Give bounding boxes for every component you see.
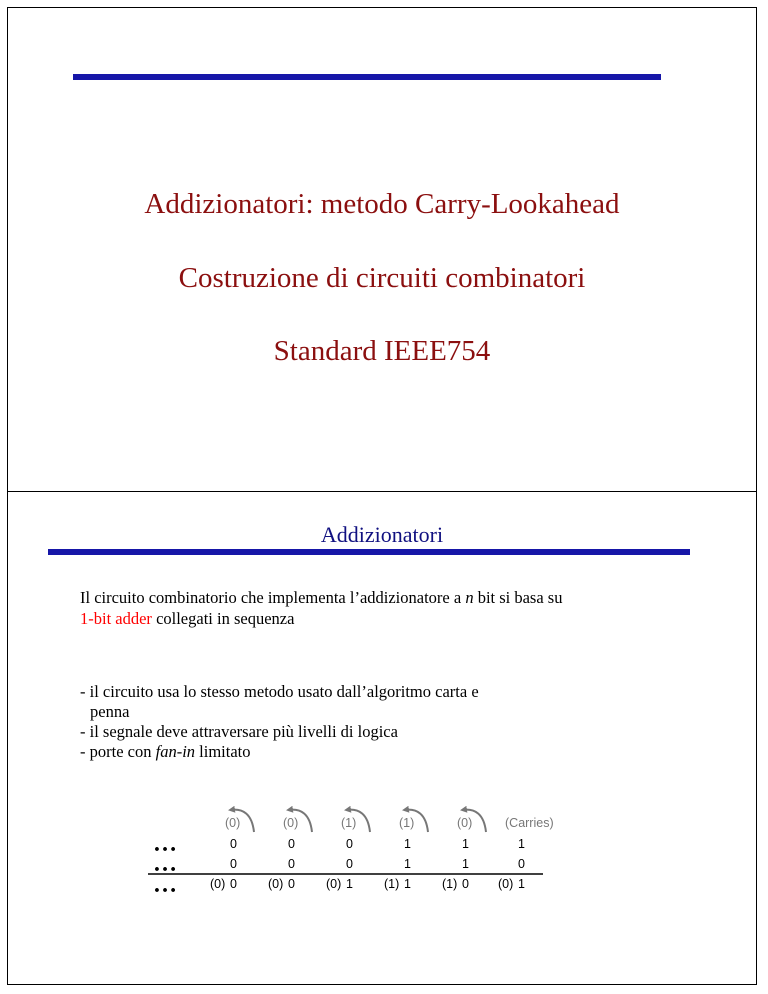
ellipsis-row-b: … xyxy=(153,851,177,877)
row-b-bit-6: 0 xyxy=(518,857,525,871)
row-b-bit-2: 0 xyxy=(288,857,295,871)
sum-carry-1: (0) xyxy=(210,877,226,891)
one-bit-adder-highlight: 1-bit adder xyxy=(80,609,152,628)
slide-1 xyxy=(7,7,757,492)
bullet-3-pre: - porte con xyxy=(80,742,156,761)
row-a-bit-6: 1 xyxy=(518,837,525,851)
sum-carry-3: (0) xyxy=(326,877,342,891)
slide-title-2: Costruzione di circuiti combinatori xyxy=(178,262,586,294)
bullet-item-3 xyxy=(80,742,720,762)
bullet-list xyxy=(80,682,720,762)
slide-title-1: Addizionatori: metodo Carry-Lookahead xyxy=(144,188,620,220)
sum-bit-2: 0 xyxy=(288,877,295,891)
row-a-bit-4: 1 xyxy=(404,837,411,851)
intro-text-1: Il circuito combinatorio che implementa l’addizionatore a xyxy=(80,588,466,607)
carry-label-5: (0) xyxy=(457,816,473,830)
intro-n: n xyxy=(465,588,474,607)
sum-carry-4: (1) xyxy=(384,877,400,891)
carry-label-2: (0) xyxy=(283,816,299,830)
intro-paragraph xyxy=(80,587,720,629)
carries-label: (Carries) xyxy=(505,816,554,830)
bullet-item-1 xyxy=(80,682,720,722)
row-b-bit-4: 1 xyxy=(404,857,411,871)
carry-label-1: (0) xyxy=(225,816,241,830)
slide-2 xyxy=(7,491,757,985)
heading-rule xyxy=(48,549,690,555)
sum-bit-1: 0 xyxy=(230,877,237,891)
sum-bit-4: 1 xyxy=(404,877,411,891)
row-a-bit-2: 0 xyxy=(288,837,295,851)
intro-text-2: bit si basa su xyxy=(473,588,563,607)
row-a-bit-1: 0 xyxy=(230,837,237,851)
bullet-1-line-2: penna xyxy=(90,702,130,721)
sum-carry-5: (1) xyxy=(442,877,458,891)
bullet-3-fanin: fan-in xyxy=(155,742,196,761)
sum-bit-6: 1 xyxy=(518,877,525,891)
row-a-bit-3: 0 xyxy=(346,837,353,851)
bullet-1-line-1: - il circuito usa lo stesso metodo usato dall’algoritmo carta e xyxy=(80,682,479,701)
sum-carry-2: (0) xyxy=(268,877,284,891)
row-b-bit-1: 0 xyxy=(230,857,237,871)
carry-label-3: (1) xyxy=(341,816,357,830)
ellipsis-row-a: … xyxy=(153,831,177,857)
carry-label-4: (1) xyxy=(399,816,415,830)
carry-addition-figure xyxy=(148,802,578,902)
intro-text-3: collegati in sequenza xyxy=(151,609,295,628)
sum-bit-5: 0 xyxy=(462,877,469,891)
bullet-3-post: limitato xyxy=(195,742,251,761)
sum-bit-3: 1 xyxy=(346,877,353,891)
row-a-bit-5: 1 xyxy=(462,837,469,851)
slide-heading: Addizionatori xyxy=(320,522,444,547)
slide-title-3: Standard IEEE754 xyxy=(273,335,491,367)
row-b-bit-5: 1 xyxy=(462,857,469,871)
top-rule xyxy=(73,74,661,80)
sum-carry-6: (0) xyxy=(498,877,514,891)
bullet-item-2: - il segnale deve attraversare più livelli di logica xyxy=(80,722,398,741)
ellipsis-row-sum: … xyxy=(153,872,177,898)
row-b-bit-3: 0 xyxy=(346,857,353,871)
